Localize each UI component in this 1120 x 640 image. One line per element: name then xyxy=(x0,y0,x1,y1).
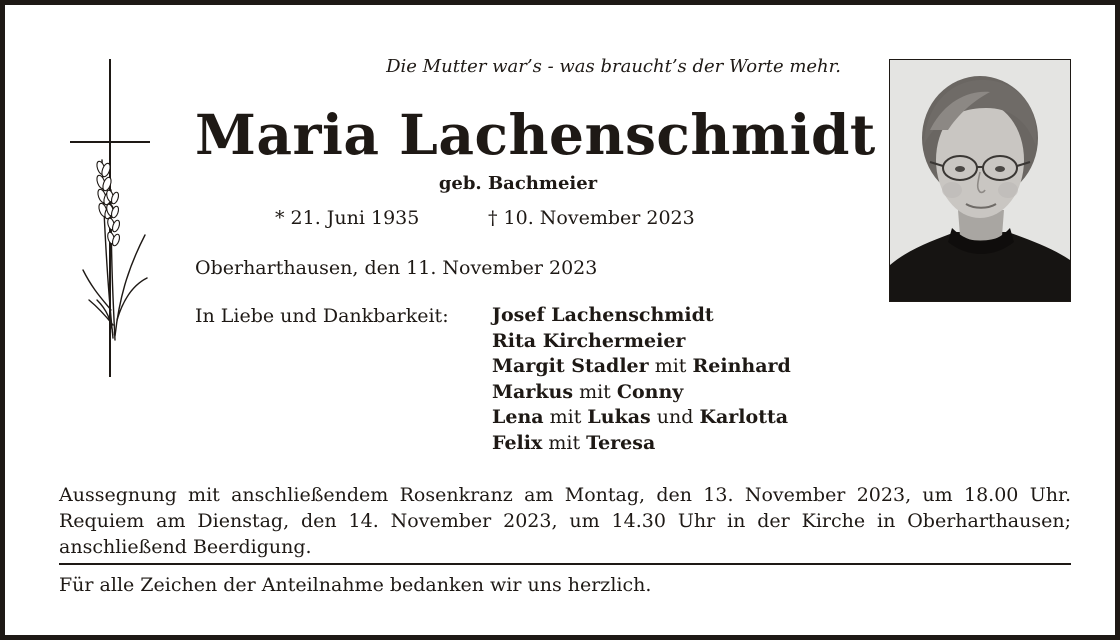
thanks-line: Für alle Zeichen der Anteilnahme bedanken wir uns herzlich. xyxy=(59,574,652,596)
mourner-connector: mit xyxy=(648,355,693,377)
mourner-name: Josef Lachenschmidt xyxy=(492,304,714,326)
motto-text: Die Mutter war’s - was braucht’s der Worte mehr. xyxy=(386,56,841,77)
mourner-name: Lena xyxy=(492,406,544,428)
mourner-connector: mit xyxy=(542,431,587,454)
deceased-name: Maria Lachenschmidt xyxy=(195,102,876,167)
mourner-name: Teresa xyxy=(586,431,656,454)
mourner-line xyxy=(492,329,791,355)
mourner-line xyxy=(492,303,791,329)
birth-date: * 21. Juni 1935 xyxy=(275,207,420,229)
mourner-name: Markus xyxy=(492,380,574,403)
mourner-connector: mit xyxy=(573,380,617,403)
mourners-intro: In Liebe und Dankbarkeit: xyxy=(195,305,449,327)
mourner-name: Karlotta xyxy=(699,406,789,428)
mourner-name: Lukas xyxy=(587,406,651,428)
mourner-connector: und xyxy=(650,406,700,428)
mourner-name: Margit Stadler xyxy=(492,355,649,377)
mourner-name: Conny xyxy=(616,380,684,403)
service-details: Aussegnung mit anschließendem Rosenkranz am Montag, den 13. November 2023, um 18.00 Uhr. Requiem am Dienstag, den 14. November 2023, um 14.30 Uhr in der Kirche in Oberharthausen; anschließend Beerdigung. xyxy=(59,484,1071,558)
portrait-photo xyxy=(889,59,1071,302)
mourner-line xyxy=(492,405,791,431)
death-date: † 10. November 2023 xyxy=(488,207,695,229)
place-and-date: Oberharthausen, den 11. November 2023 xyxy=(195,257,598,279)
portrait-image xyxy=(890,60,1070,301)
mourner-connector: mit xyxy=(543,406,588,428)
mourner-name: Rita Kirchermeier xyxy=(492,329,686,352)
cross-horizontal-bar xyxy=(70,141,150,143)
mourners-list xyxy=(492,303,791,456)
mourner-line xyxy=(492,380,791,406)
wheat-icon xyxy=(75,150,155,345)
mourner-name: Reinhard xyxy=(692,355,791,377)
divider-line xyxy=(59,563,1071,565)
mourner-line xyxy=(492,431,791,457)
mourner-name: Felix xyxy=(492,431,543,454)
maiden-name: geb. Bachmeier xyxy=(438,173,598,194)
mourner-line xyxy=(492,354,791,380)
